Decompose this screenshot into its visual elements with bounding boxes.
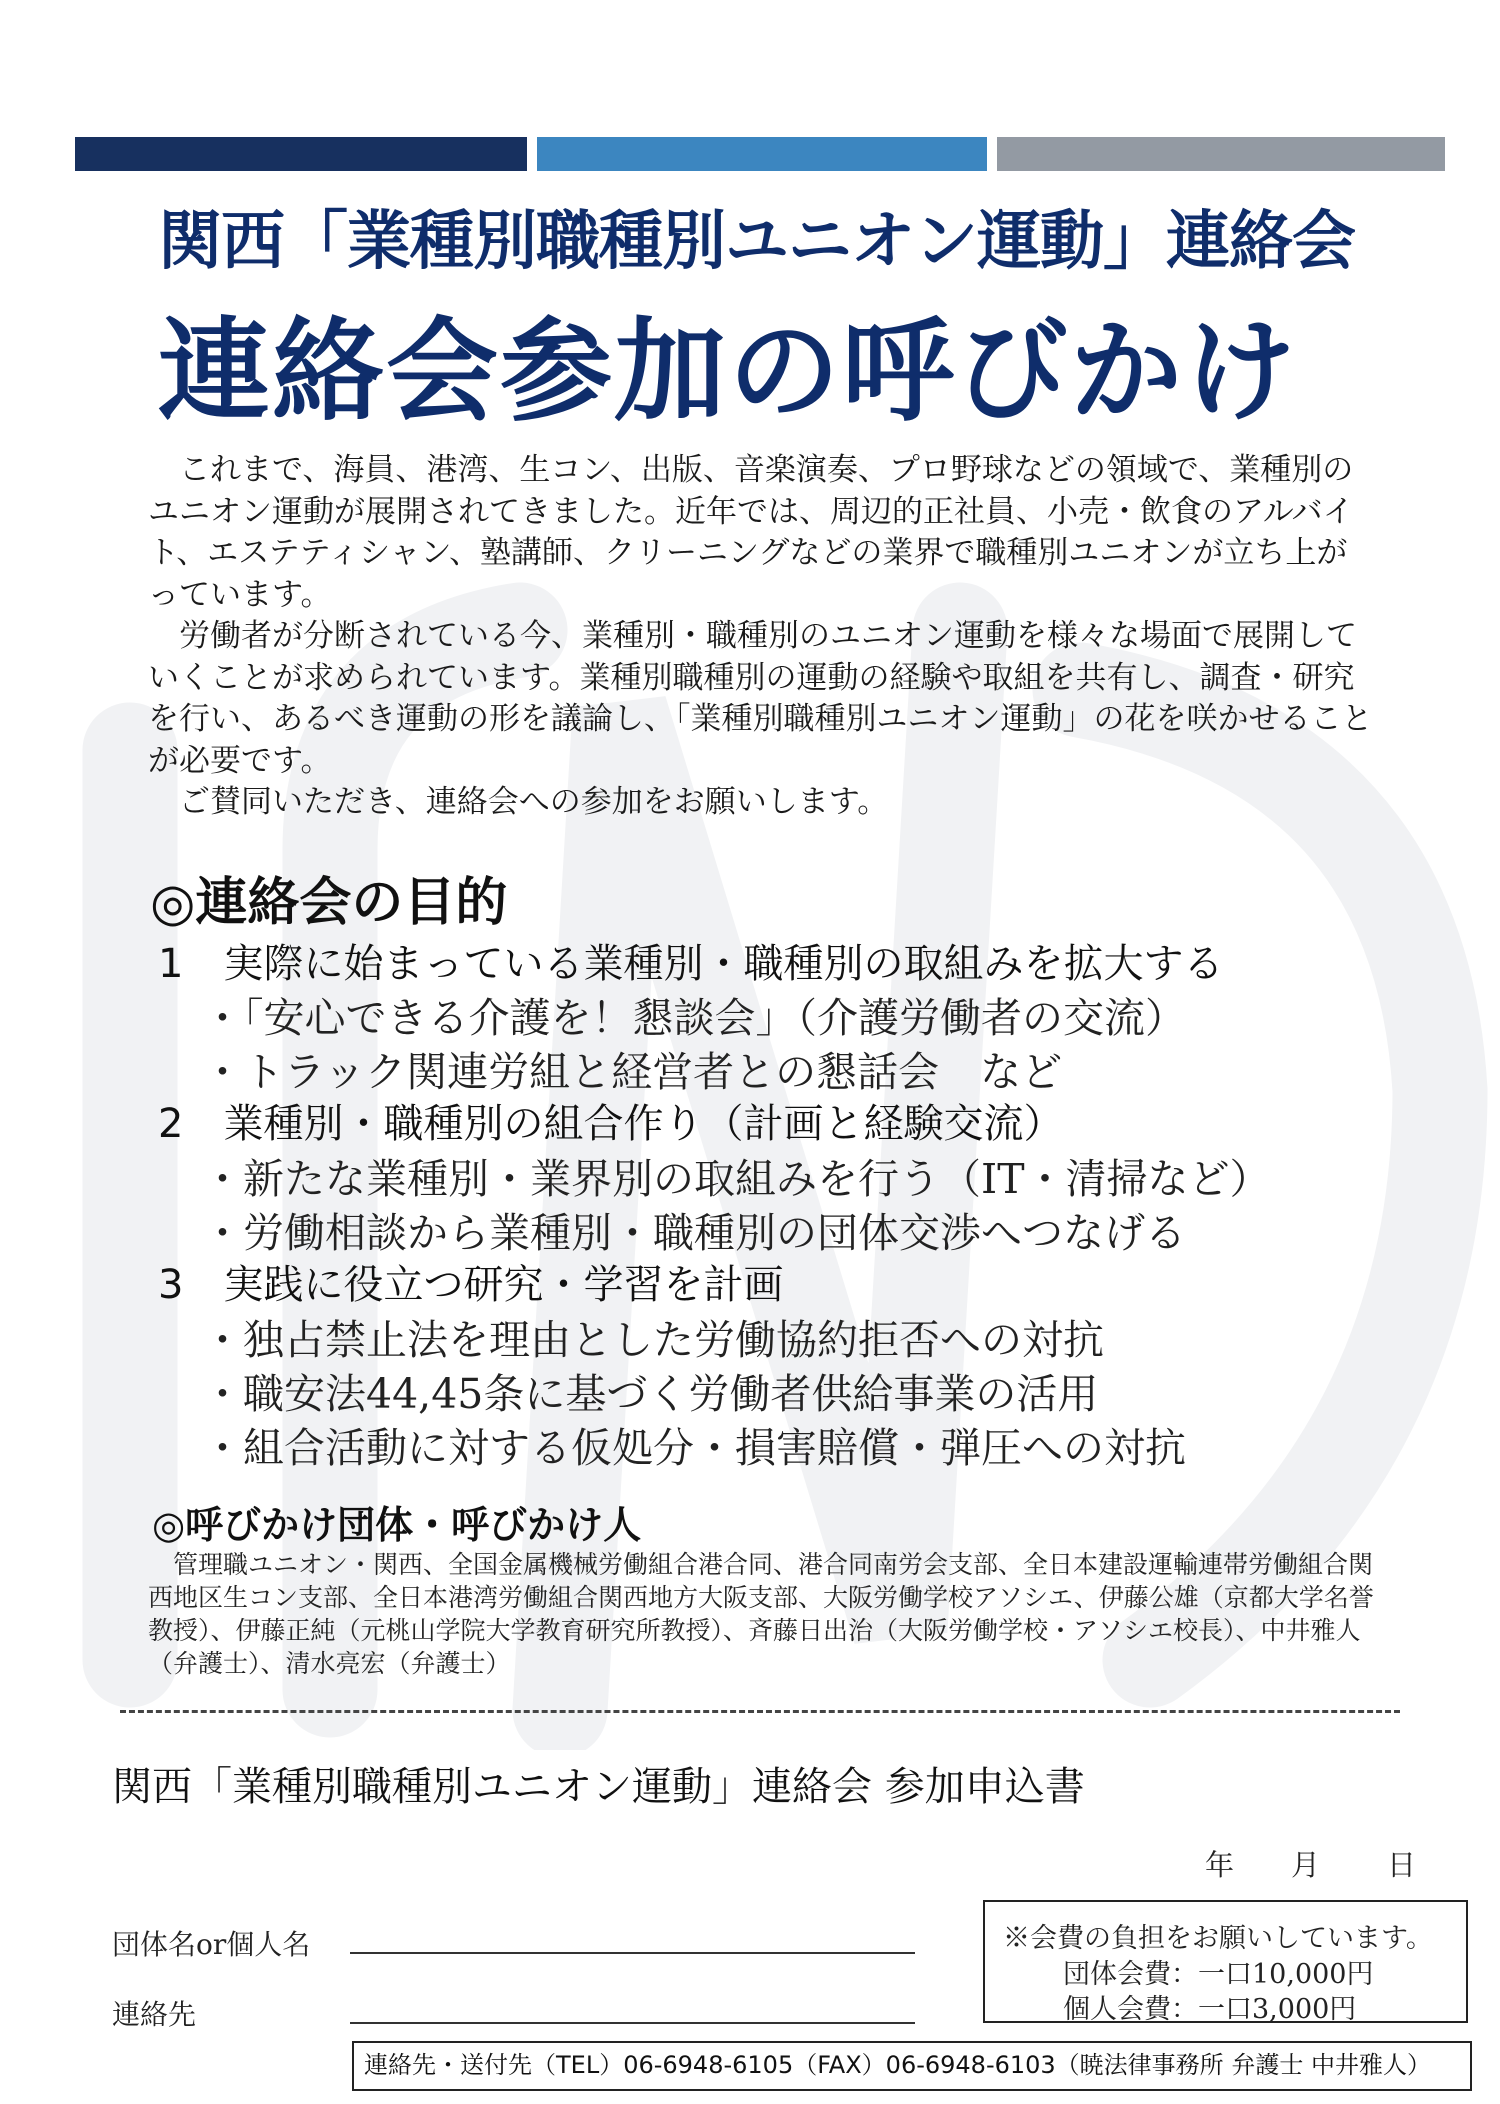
purpose-sub-item: ・職安法44,45条に基づく労働者供給事業の活用	[202, 1370, 1099, 1418]
application-title: 関西「業種別職種別ユニオン運動」連絡会 参加申込書	[112, 1764, 1085, 1810]
fee-box	[983, 1900, 1468, 2023]
purpose-item-2: 2 業種別・職種別の組合作り（計画と経験交流）	[158, 1101, 1064, 1147]
fee-note: ※会費の負担をお願いしています。	[1003, 1923, 1433, 1954]
contact-field-label: 連絡先	[112, 1998, 197, 2031]
purpose-item-1: 1 実際に始まっている業種別・職種別の取組みを拡大する	[158, 941, 1224, 987]
intro-text	[148, 450, 1378, 824]
fee-group: 団体会費：一口10,000円	[1063, 1959, 1374, 1990]
name-field-label: 団体名or個人名	[112, 1928, 311, 1961]
fee-individual: 個人会費：一口3,000円	[1063, 1994, 1357, 2025]
purpose-sub-item: ・「安心できる介護を！懇談会」（介護労働者の交流）	[202, 994, 1186, 1042]
contact-footer: 連絡先・送付先（TEL）06-6948-6105（FAX）06-6948-6103（暁法律事務所 弁護士 中井雅人）	[352, 2041, 1472, 2091]
header-bar-dark	[75, 137, 527, 171]
purpose-sub-item: ・組合活動に対する仮処分・損害賠償・弾圧への対抗	[202, 1424, 1186, 1472]
date-year-label: 年	[1205, 1848, 1235, 1882]
date-day-label: 日	[1387, 1848, 1417, 1882]
header-bar-gray	[997, 137, 1445, 171]
purpose-sub-item: ・新たな業種別・業界別の取組みを行う（IT・清掃など）	[202, 1155, 1271, 1203]
intro-paragraph: 労働者が分断されている今、業種別・職種別のユニオン運動を様々な場面で展開していくことが求められています。業種別職種別の運動の経験や取組を共有し、調査・研究を行い、あるべき運動の形を議論し、「業種別職種別ユニオン運動」の花を咲かせることが必要です。	[148, 618, 1373, 779]
contact-field[interactable]	[350, 2022, 915, 2024]
callers-heading: ◎呼びかけ団体・呼びかけ人	[152, 1503, 642, 1547]
purpose-heading: ◎連絡会の目的	[150, 873, 508, 933]
header-bar-blue	[537, 137, 987, 171]
purpose-sub-item: ・トラック関連労組と経営者との懇話会 など	[202, 1048, 1063, 1096]
page-title: 連絡会参加の呼びかけ	[158, 307, 1298, 437]
name-field[interactable]	[350, 1952, 915, 1954]
purpose-sub-item: ・独占禁止法を理由とした労働協約拒否への対抗	[202, 1316, 1104, 1364]
purpose-item-3: 3 実践に役立つ研究・学習を計画	[158, 1262, 784, 1308]
intro-paragraph: ご賛同いただき、連絡会への参加をお願いします。	[179, 784, 889, 820]
organization-title: 関西「業種別職種別ユニオン運動」連絡会	[158, 205, 1355, 279]
cut-line	[120, 1710, 1400, 1713]
date-month-label: 月	[1291, 1848, 1321, 1882]
callers-list: 管理職ユニオン・関西、全国金属機械労働組合港合同、港合同南労会支部、全日本建設運輸連帯労働組合関西地区生コン支部、全日本港湾労働組合関西地方大阪支部、大阪労働学校アソシエ、伊藤公雄（京都大学名誉教授）、伊藤正純（元桃山学院大学教育研究所教授）、斉藤日出治（大阪労働学校・アソシエ校長）、中井雅人（弁護士）、清水亮宏（弁護士）	[148, 1550, 1374, 1678]
purpose-sub-item: ・労働相談から業種別・職種別の団体交渉へつなげる	[202, 1209, 1186, 1257]
intro-paragraph: これまで、海員、港湾、生コン、出版、音楽演奏、プロ野球などの領域で、業種別のユニオン運動が展開されてきました。近年では、周辺的正社員、小売・飲食のアルバイト、エステティシャン、塾講師、クリーニングなどの業界で職種別ユニオンが立ち上がっています。	[148, 452, 1354, 613]
